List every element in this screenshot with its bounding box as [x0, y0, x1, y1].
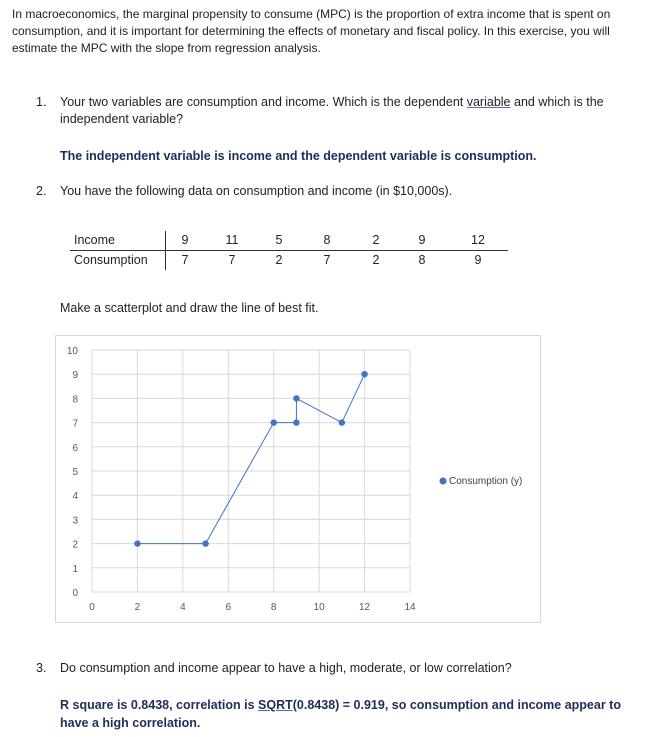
x-tick-label: 0 [89, 602, 95, 613]
table-cell: 9 [166, 231, 205, 251]
q1-number: 1. [36, 95, 47, 109]
q1-answer: The independent variable is income and the dependent variable is consumption. [60, 149, 537, 163]
x-tick-label: 6 [225, 602, 232, 613]
q2-number: 2. [36, 184, 47, 198]
table-cell: 12 [448, 231, 508, 251]
y-tick-label: 8 [72, 394, 78, 406]
data-point [134, 540, 140, 546]
q3-answer-a: R square is 0.8438, correlation is [60, 698, 259, 712]
table-cell: 5 [260, 231, 298, 251]
y-tick-label: 6 [72, 442, 78, 454]
table-cell: 7 [323, 252, 331, 267]
table-row-income [70, 231, 508, 251]
x-tick-label: 4 [180, 602, 186, 613]
table-cell: 9 [396, 231, 448, 251]
table-label-income: Income [70, 231, 166, 251]
q3-answer-sqrt: SQRT [258, 698, 293, 712]
data-point [361, 371, 367, 377]
x-tick-label: 10 [313, 602, 325, 613]
table-cell: 2 [372, 252, 380, 267]
q1-text [60, 94, 650, 128]
y-tick-label: 3 [72, 515, 78, 527]
scatter-chart-frame [55, 335, 541, 623]
table-cell: 8 [298, 231, 356, 251]
intro-paragraph: In macroeconomics, the marginal propensity to consume (MPC) is the proportion of extra income that is spent on consumption, and it is important for determining the effects of monetary and fiscal policy. In this exercise, you will estimate the MPC with the slope from regression analysis. [12, 7, 611, 55]
y-tick-label: 5 [72, 467, 78, 478]
q3-answer [60, 696, 650, 732]
q3-text: Do consumption and income appear to have a high, moderate, or low correlation? [60, 661, 512, 675]
legend-label: Consumption (y) [449, 476, 523, 487]
y-tick-label: 2 [72, 539, 78, 551]
q1-text-a: Your two variables are consumption and income. Which is the dependent [60, 95, 467, 109]
data-point [202, 540, 208, 546]
q2-text: You have the following data on consumption and income (in $10,000s). [60, 184, 453, 198]
y-tick-label: 4 [72, 491, 78, 503]
scatterplot-instruction: Make a scatterplot and draw the line of best fit. [60, 301, 319, 315]
table-label-consumption: Consumption [74, 252, 148, 267]
table-cell: 7 [166, 251, 205, 271]
table-cell: 11 [204, 231, 260, 251]
y-tick-label: 7 [72, 418, 78, 430]
x-tick-label: 14 [404, 602, 416, 613]
data-point [339, 419, 345, 425]
data-point [293, 395, 299, 401]
y-tick-label: 0 [72, 588, 78, 599]
q3-number: 3. [36, 661, 47, 675]
legend-marker [440, 478, 447, 485]
table-cell: 7 [228, 252, 236, 267]
table-cell: 8 [418, 252, 426, 267]
x-tick-label: 8 [270, 602, 277, 613]
y-tick-label: 9 [72, 370, 78, 382]
data-table [70, 231, 508, 270]
table-cell: 2 [275, 252, 283, 267]
table-cell: 2 [356, 231, 396, 251]
table-row-consumption [70, 251, 508, 271]
q1-underlined-word: variable [466, 95, 511, 109]
table-cell: 9 [474, 252, 482, 267]
series-line [137, 374, 364, 543]
data-point [271, 419, 277, 425]
y-tick-label: 10 [66, 346, 78, 357]
data-point [293, 419, 299, 425]
x-tick-label: 2 [134, 602, 141, 613]
y-tick-label: 1 [72, 563, 78, 575]
x-tick-label: 12 [359, 602, 371, 613]
scatter-chart [56, 336, 540, 622]
q1-text-b: and which is the independent variable? [60, 95, 604, 126]
q3-answer-b: (0.8438) = 0.919, so consumption and income appear to have a high correlation. [60, 698, 621, 730]
